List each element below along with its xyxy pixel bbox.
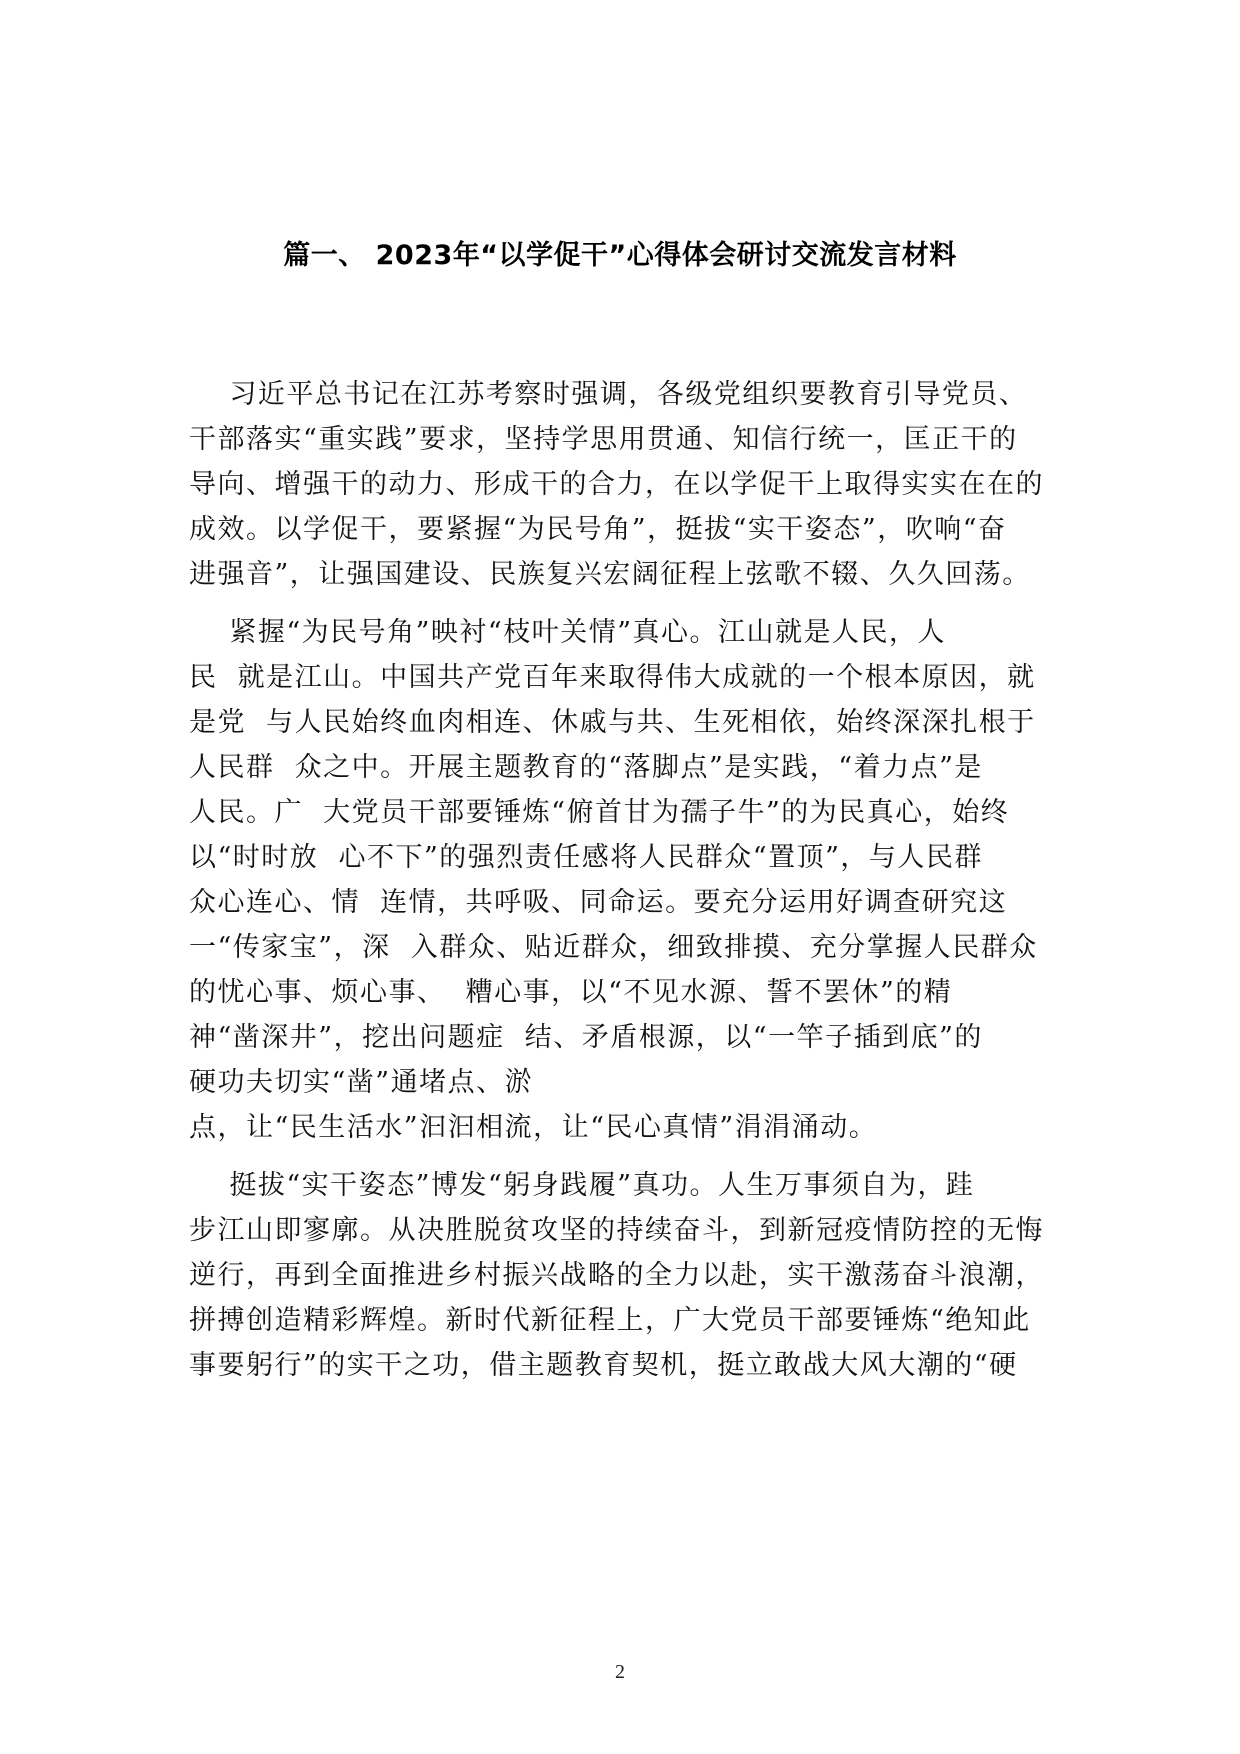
text-line: 挺拔“实干姿态”博发“躬身践履”真功。人生万事须自为，跬 bbox=[189, 1170, 975, 1201]
text-line: 点，让“民生活水”汩汩相流，让“民心真情”涓涓涌动。 bbox=[189, 1112, 878, 1143]
text-line: 导向、增强干的动力、形成干的合力，在以学促干上取得实实在在的 bbox=[189, 469, 1044, 500]
paragraph-gap bbox=[189, 597, 1059, 610]
paragraph bbox=[189, 372, 1059, 597]
text-line: 民 就是江山。中国共产党百年来取得伟大成就的一个根本原因，就 bbox=[189, 662, 1036, 693]
text-line: 成效。以学促干，要紧握“为民号角”，挺拔“实干姿态”，吹响“奋 bbox=[189, 514, 1007, 545]
text-line: 紧握“为民号角”映衬“枝叶关情”真心。江山就是人民，人 bbox=[189, 617, 947, 648]
page-number: 2 bbox=[615, 1661, 625, 1683]
text-line: 的忧心事、烦心事、 糟心事，以“不见水源、誓不罢休”的精 bbox=[189, 977, 953, 1008]
document-title: 篇一、 2023年“以学促干”心得体会研讨交流发言材料 bbox=[283, 240, 957, 271]
text-line: 事要躬行”的实干之功，借主题教育契机，挺立敢战大风大潮的“硬 bbox=[189, 1350, 1018, 1381]
text-line: 众心连心、情 连情，共呼吸、同命运。要充分运用好调查研究这 bbox=[189, 887, 1008, 918]
text-line: 人民群 众之中。开展主题教育的“落脚点”是实践，“着力点”是 bbox=[189, 752, 983, 783]
text-line: 以“时时放 心不下”的强烈责任感将人民群众“置顶”，与人民群 bbox=[189, 842, 983, 873]
text-line: 神“凿深井”，挖出问题症 结、矛盾根源，以“一竿子插到底”的 bbox=[189, 1022, 983, 1053]
text-line: 习近平总书记在江苏考察时强调，各级党组织要教育引导党员、 bbox=[189, 379, 1028, 410]
paragraph-gap bbox=[189, 1150, 1059, 1163]
text-line: 进强音”，让强国建设、民族复兴宏阔征程上弦歌不辍、久久回荡。 bbox=[189, 559, 1031, 590]
text-line: 人民。广 大党员干部要锤炼“俯首甘为孺子牛”的为民真心，始终 bbox=[189, 797, 1010, 828]
text-line: 一“传家宝”，深 入群众、贴近群众，细致排摸、充分掌握人民群众 bbox=[189, 932, 1038, 963]
paragraph bbox=[189, 610, 1059, 1150]
text-line: 拼搏创造精彩辉煌。新时代新征程上，广大党员干部要锤炼“绝知此 bbox=[189, 1305, 1031, 1336]
text-line: 是党 与人民始终血肉相连、休戚与共、生死相依，始终深深扎根于 bbox=[189, 707, 1036, 738]
text-line: 硬功夫切实“凿”通堵点、淤 bbox=[189, 1067, 534, 1098]
text-line: 步江山即寥廓。从决胜脱贫攻坚的持续奋斗，到新冠疫情防控的无悔 bbox=[189, 1215, 1044, 1246]
document-body bbox=[189, 372, 1059, 1388]
text-line: 干部落实“重实践”要求，坚持学思用贯通、知信行统一，匡正干的 bbox=[189, 424, 1018, 455]
paragraph bbox=[189, 1163, 1059, 1388]
text-line: 逆行，再到全面推进乡村振兴战略的全力以赴，实干激荡奋斗浪潮， bbox=[189, 1260, 1044, 1291]
